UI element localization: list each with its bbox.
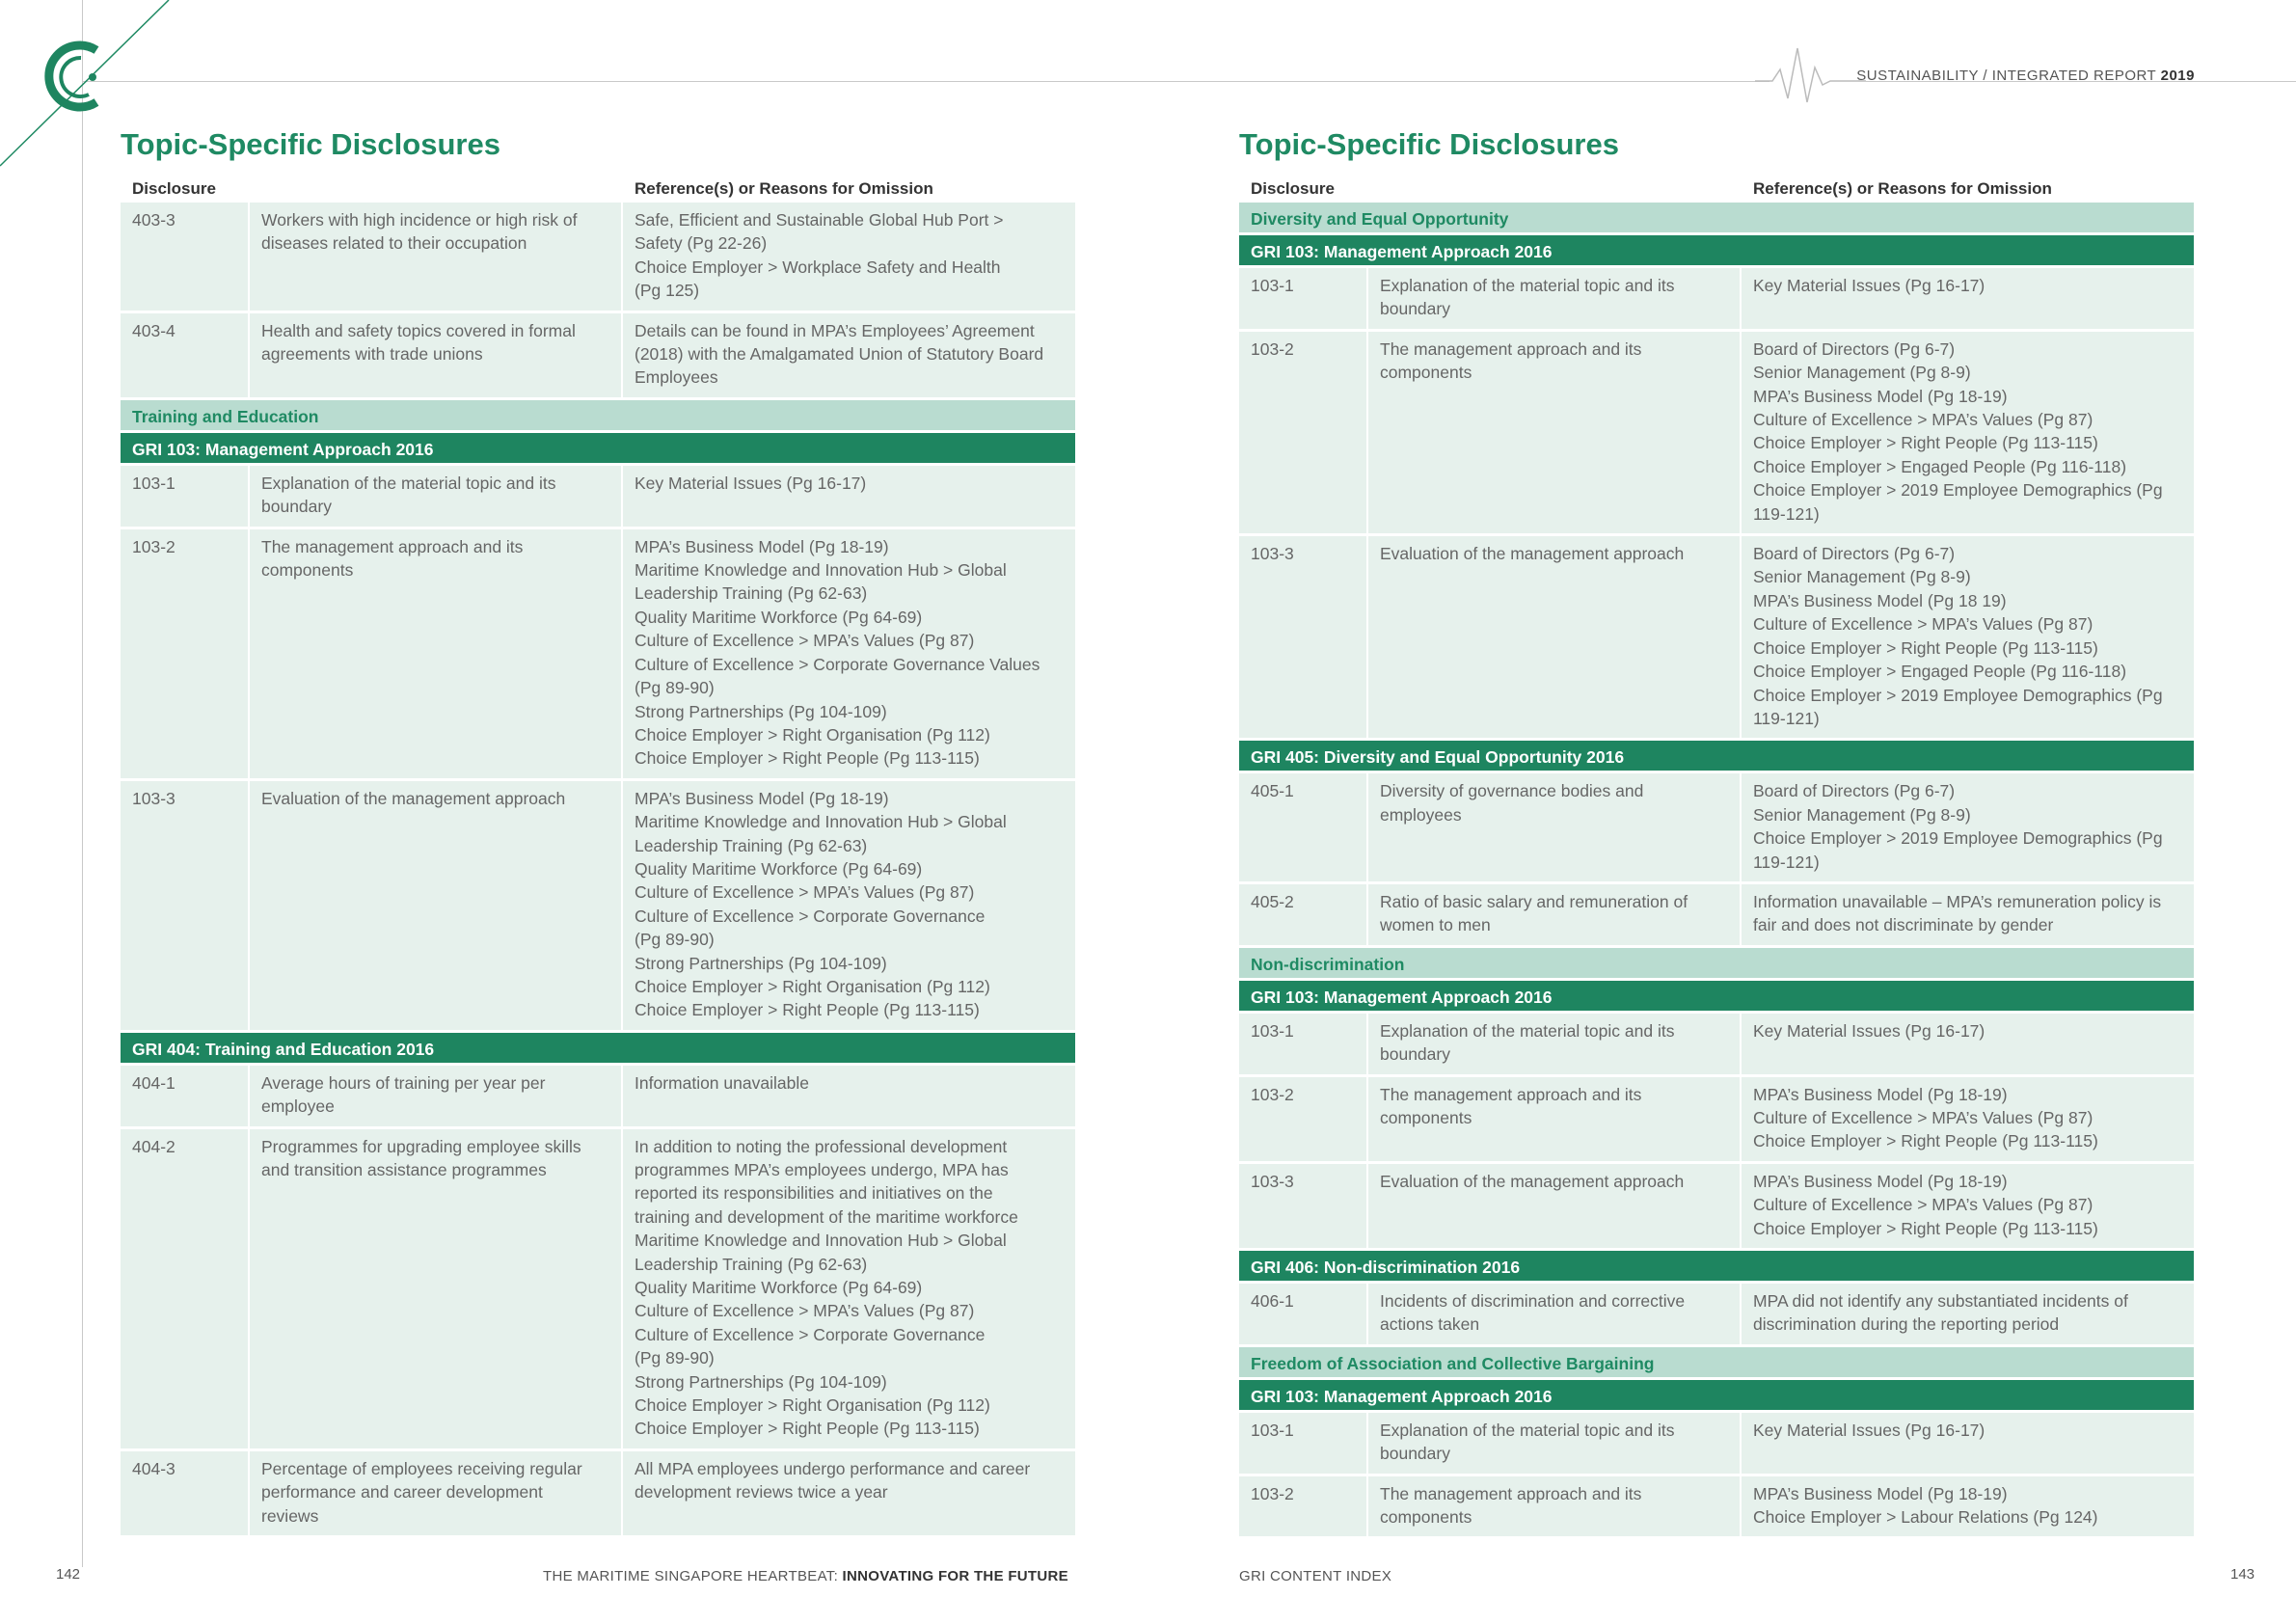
reference-line: Maritime Knowledge and Innovation Hub > Global xyxy=(635,1231,1007,1251)
reference-line: Information unavailable – MPA’s remuneration policy is xyxy=(1753,891,2162,911)
reference-line: Choice Employer > Right People (Pg 113-115) xyxy=(635,1419,980,1439)
description-line: agreements with trade unions xyxy=(261,344,483,365)
reference-line: 119-121) xyxy=(1753,503,1820,524)
reference-line: MPA’s Business Model (Pg 18-19) xyxy=(1753,386,2008,406)
reference-line: Board of Directors (Pg 6-7) xyxy=(1753,338,1956,359)
header-rule xyxy=(82,81,1769,82)
reference-line: Leadership Training (Pg 62-63) xyxy=(635,1254,868,1274)
disclosure-number: 103-3 xyxy=(121,781,250,1030)
reference-line: Quality Maritime Workforce (Pg 64-69) xyxy=(635,858,923,879)
disclosure-number: 404-2 xyxy=(121,1129,250,1448)
footer-bold-text: INNOVATING FOR THE FUTURE xyxy=(842,1568,1068,1584)
table-row xyxy=(121,781,1075,1033)
reference-line: Culture of Excellence > MPA’s Values (Pg 87) xyxy=(1753,1107,2093,1127)
description-line: The management approach and its xyxy=(261,536,524,556)
reference-line: Information unavailable xyxy=(635,1072,809,1093)
table-row xyxy=(121,1066,1075,1129)
disclosure-number: 406-1 xyxy=(1239,1284,1368,1344)
report-title: SUSTAINABILITY / INTEGRATED REPORT xyxy=(1856,68,2156,84)
table-row xyxy=(1239,1284,2194,1347)
table-row xyxy=(1239,332,2194,536)
reference-line: MPA’s Business Model (Pg 18-19) xyxy=(1753,1171,2008,1191)
reference-line: Key Material Issues (Pg 16-17) xyxy=(1753,1420,1985,1440)
standard-header: GRI 103: Management Approach 2016 xyxy=(1239,235,2194,268)
table-row xyxy=(1239,884,2194,948)
disclosure-number: 103-2 xyxy=(1239,1077,1368,1161)
description-line: employee xyxy=(261,1096,335,1117)
reference-line: Choice Employer > Right People (Pg 113-115) xyxy=(635,748,980,769)
reference-cell xyxy=(1742,268,2194,329)
reference-line: Safe, Efficient and Sustainable Global Hub Port > xyxy=(635,210,1004,230)
reference-line: Choice Employer > Labour Relations (Pg 124) xyxy=(1753,1507,2098,1528)
reference-line: Key Material Issues (Pg 16-17) xyxy=(635,473,867,493)
reference-line: Choice Employer > Engaged People (Pg 116-118) xyxy=(1753,662,2127,682)
table-row xyxy=(1239,268,2194,332)
reference-line: Choice Employer > Right People (Pg 113-115) xyxy=(1753,1131,2098,1151)
table-row xyxy=(1239,536,2194,741)
reference-line: Strong Partnerships (Pg 104-109) xyxy=(635,1371,887,1392)
table-row xyxy=(121,313,1075,400)
heartbeat-pulse-icon xyxy=(1755,41,1866,108)
description-line: components xyxy=(1380,1107,1472,1127)
disclosure-description xyxy=(250,203,623,311)
description-line: Evaluation of the management approach xyxy=(261,788,566,808)
reference-line: Choice Employer > Right People (Pg 113-115) xyxy=(1753,433,2098,453)
disclosure-description xyxy=(1368,884,1742,945)
standard-header: GRI 406: Non-discrimination 2016 xyxy=(1239,1251,2194,1284)
column-header-disclosure: Disclosure xyxy=(132,179,216,198)
description-line: Explanation of the material topic and its xyxy=(1380,276,1675,295)
reference-line: MPA’s Business Model (Pg 18 19) xyxy=(1753,590,2007,610)
table-row xyxy=(121,529,1075,781)
page-number-right: 143 xyxy=(2230,1566,2255,1583)
topic-header: Freedom of Association and Collective Bargaining xyxy=(1239,1347,2194,1380)
reference-line: Choice Employer > 2019 Employee Demographics (Pg xyxy=(1753,828,2163,849)
reference-line: Choice Employer > Workplace Safety and Health xyxy=(635,257,1001,277)
reference-line: Choice Employer > Right Organisation (Pg 112) xyxy=(635,1395,990,1416)
topic-header: Training and Education xyxy=(121,400,1075,433)
description-line: performance and career development xyxy=(261,1482,543,1502)
description-line: reviews xyxy=(261,1505,319,1526)
description-line: Diversity of governance bodies and xyxy=(1380,781,1644,801)
reference-line: MPA’s Business Model (Pg 18-19) xyxy=(1753,1084,2008,1104)
standard-header: GRI 404: Training and Education 2016 xyxy=(121,1033,1075,1066)
reference-line: Culture of Excellence > MPA’s Values (Pg 87) xyxy=(1753,1195,2093,1215)
table-row xyxy=(1239,773,2194,884)
disclosure-description xyxy=(1368,1413,1742,1474)
disclosure-description xyxy=(250,1129,623,1448)
reference-line: 119-121) xyxy=(1753,852,1820,872)
description-line: components xyxy=(1380,363,1472,383)
disclosure-description xyxy=(250,466,623,527)
reference-line: MPA’s Business Model (Pg 18-19) xyxy=(635,536,889,556)
disclosure-description xyxy=(1368,536,1742,738)
reference-line: Choice Employer > Right People (Pg 113-115) xyxy=(1753,637,2098,658)
running-head xyxy=(1856,68,2195,84)
reference-line: Choice Employer > Right People (Pg 113-115) xyxy=(635,1000,980,1020)
footer-left xyxy=(543,1568,1068,1584)
description-line: The management approach and its xyxy=(1380,338,1642,359)
disclosure-number: 103-2 xyxy=(1239,332,1368,533)
disclosure-number: 405-2 xyxy=(1239,884,1368,945)
reference-line: Quality Maritime Workforce (Pg 64-69) xyxy=(635,607,923,627)
reference-line: programmes MPA’s employees undergo, MPA has xyxy=(635,1160,1009,1179)
reference-cell xyxy=(623,1066,1075,1126)
reference-line: Choice Employer > Engaged People (Pg 116-118) xyxy=(1753,456,2127,476)
reference-cell xyxy=(1742,536,2194,738)
report-year: 2019 xyxy=(2160,68,2195,84)
disclosure-number: 103-3 xyxy=(1239,536,1368,738)
disclosure-number: 103-2 xyxy=(121,529,250,778)
reference-line: Culture of Excellence > MPA’s Values (Pg 87) xyxy=(635,1301,975,1321)
reference-cell xyxy=(1742,1476,2194,1537)
reference-line: Choice Employer > Right Organisation (Pg 112) xyxy=(635,724,990,744)
description-line: Explanation of the material topic and its xyxy=(1380,1420,1675,1440)
description-line: The management approach and its xyxy=(1380,1483,1642,1503)
description-line: and transition assistance programmes xyxy=(261,1160,547,1179)
disclosure-description xyxy=(1368,773,1742,881)
description-line: Incidents of discrimination and corrective xyxy=(1380,1291,1686,1311)
reference-line: reported its responsibilities and initiatives on the xyxy=(635,1183,993,1204)
disclosure-description xyxy=(1368,1077,1742,1161)
left-page xyxy=(121,125,1075,1538)
reference-cell xyxy=(1742,332,2194,533)
reference-cell xyxy=(623,1129,1075,1448)
description-line: components xyxy=(261,560,354,581)
disclosure-description xyxy=(1368,268,1742,329)
disclosure-number: 403-4 xyxy=(121,313,250,397)
page-number-left: 142 xyxy=(56,1566,81,1583)
description-line: The management approach and its xyxy=(1380,1084,1642,1104)
disclosure-number: 405-1 xyxy=(1239,773,1368,881)
reference-line: (2018) with the Amalgamated Union of Statutory Board xyxy=(635,344,1044,365)
reference-line: (Pg 89-90) xyxy=(635,678,715,698)
reference-line: Culture of Excellence > MPA’s Values (Pg 87) xyxy=(635,631,975,651)
right-page xyxy=(1239,125,2194,1539)
reference-cell xyxy=(1742,1077,2194,1161)
reference-line: discrimination during the reporting period xyxy=(1753,1314,2060,1335)
reference-line: All MPA employees undergo performance and career xyxy=(635,1458,1031,1478)
disclosure-description xyxy=(250,781,623,1030)
table-row xyxy=(1239,1413,2194,1476)
topic-header: Diversity and Equal Opportunity xyxy=(1239,203,2194,235)
reference-line: Choice Employer > 2019 Employee Demographics (Pg xyxy=(1753,685,2163,705)
reference-line: 119-121) xyxy=(1753,708,1820,728)
reference-line: Culture of Excellence > MPA’s Values (Pg 87) xyxy=(1753,614,2093,635)
disclosure-table xyxy=(1239,203,2194,1539)
reference-cell xyxy=(1742,1284,2194,1344)
reference-line: Culture of Excellence > Corporate Governance xyxy=(635,906,986,926)
disclosure-number: 103-1 xyxy=(1239,1413,1368,1474)
description-line: boundary xyxy=(1380,1044,1450,1065)
description-line: boundary xyxy=(1380,1444,1450,1464)
reference-cell xyxy=(623,529,1075,778)
disclosure-description xyxy=(250,1451,623,1535)
reference-line: (Pg 125) xyxy=(635,281,700,301)
standard-header: GRI 103: Management Approach 2016 xyxy=(121,433,1075,466)
reference-cell xyxy=(1742,773,2194,881)
reference-cell xyxy=(1742,1413,2194,1474)
reference-line: Safety (Pg 22-26) xyxy=(635,233,768,254)
reference-line: Choice Employer > Right Organisation (Pg 112) xyxy=(635,976,990,996)
description-line: Percentage of employees receiving regular xyxy=(261,1458,582,1478)
reference-line: MPA did not identify any substantiated incidents of xyxy=(1753,1291,2128,1311)
description-line: Explanation of the material topic and its xyxy=(261,473,556,493)
description-line: Ratio of basic salary and remuneration of xyxy=(1380,891,1688,911)
disclosure-description xyxy=(1368,1164,1742,1248)
reference-cell xyxy=(1742,884,2194,945)
reference-line: Board of Directors (Pg 6-7) xyxy=(1753,544,1956,564)
column-header-reference: Reference(s) or Reasons for Omission xyxy=(1753,179,2052,198)
reference-line: Strong Partnerships (Pg 104-109) xyxy=(635,953,887,973)
margin-line-vertical xyxy=(82,0,83,1567)
reference-line: Leadership Training (Pg 62-63) xyxy=(635,583,868,604)
description-line: Explanation of the material topic and its xyxy=(1380,1020,1675,1041)
table-row xyxy=(121,203,1075,313)
reference-line: training and development of the maritime workforce xyxy=(635,1206,1018,1227)
table-row xyxy=(121,466,1075,529)
disclosure-table xyxy=(121,203,1075,1538)
description-line: actions taken xyxy=(1380,1314,1480,1335)
table-row xyxy=(1239,1164,2194,1251)
disclosure-description xyxy=(250,529,623,778)
disclosure-description xyxy=(250,1066,623,1126)
page-title: Topic-Specific Disclosures xyxy=(1239,127,1619,161)
table-row xyxy=(121,1129,1075,1451)
reference-line: Strong Partnerships (Pg 104-109) xyxy=(635,701,887,721)
table-row xyxy=(1239,1014,2194,1077)
reference-line: Board of Directors (Pg 6-7) xyxy=(1753,781,1956,801)
disclosure-number: 103-1 xyxy=(1239,1014,1368,1074)
description-line: boundary xyxy=(261,497,332,517)
reference-line: development reviews twice a year xyxy=(635,1482,888,1502)
description-line: women to men xyxy=(1380,915,1491,935)
description-line: components xyxy=(1380,1507,1472,1528)
reference-cell xyxy=(623,466,1075,527)
reference-line: MPA’s Business Model (Pg 18-19) xyxy=(1753,1483,2008,1503)
disclosure-number: 103-2 xyxy=(1239,1476,1368,1537)
reference-line: Quality Maritime Workforce (Pg 64-69) xyxy=(635,1278,923,1298)
reference-cell xyxy=(623,313,1075,397)
column-headers xyxy=(1239,176,2194,203)
reference-line: Culture of Excellence > Corporate Governance xyxy=(635,1324,986,1344)
reference-line: Key Material Issues (Pg 16-17) xyxy=(1753,276,1985,295)
reference-line: Details can be found in MPA’s Employees’ Agreement xyxy=(635,320,1035,340)
disclosure-description xyxy=(1368,1014,1742,1074)
description-line: Average hours of training per year per xyxy=(261,1072,546,1093)
standard-header: GRI 103: Management Approach 2016 xyxy=(1239,1380,2194,1413)
table-row xyxy=(121,1451,1075,1538)
reference-line: Culture of Excellence > MPA’s Values (Pg 87) xyxy=(635,882,975,903)
description-line: boundary xyxy=(1380,299,1450,319)
column-header-disclosure: Disclosure xyxy=(1251,179,1335,198)
reference-line: Maritime Knowledge and Innovation Hub > Global xyxy=(635,812,1007,832)
description-line: diseases related to their occupation xyxy=(261,233,527,254)
page-title: Topic-Specific Disclosures xyxy=(121,127,500,161)
reference-line: fair and does not discriminate by gender xyxy=(1753,915,2054,935)
reference-line: MPA’s Business Model (Pg 18-19) xyxy=(635,788,889,808)
disclosure-number: 103-1 xyxy=(1239,268,1368,329)
reference-line: (Pg 89-90) xyxy=(635,1348,715,1368)
standard-header: GRI 405: Diversity and Equal Opportunity 2016 xyxy=(1239,741,2194,773)
disclosure-number: 103-3 xyxy=(1239,1164,1368,1248)
reference-line: (Pg 89-90) xyxy=(635,930,715,950)
description-line: Workers with high incidence or high risk of xyxy=(261,210,578,230)
disclosure-description xyxy=(1368,1476,1742,1537)
disclosure-description xyxy=(1368,332,1742,533)
reference-line: In addition to noting the professional development xyxy=(635,1136,1008,1156)
disclosure-description xyxy=(250,313,623,397)
reference-line: Choice Employer > Right People (Pg 113-115) xyxy=(1753,1218,2098,1238)
description-line: Health and safety topics covered in formal xyxy=(261,320,576,340)
reference-line: Leadership Training (Pg 62-63) xyxy=(635,835,868,855)
reference-cell xyxy=(623,203,1075,311)
reference-line: Senior Management (Pg 8-9) xyxy=(1753,567,1971,587)
table-row xyxy=(1239,1476,2194,1540)
reference-line: Senior Management (Pg 8-9) xyxy=(1753,804,1971,825)
reference-line: Key Material Issues (Pg 16-17) xyxy=(1753,1020,1985,1041)
description-line: Evaluation of the management approach xyxy=(1380,1171,1685,1191)
disclosure-number: 403-3 xyxy=(121,203,250,311)
reference-line: Culture of Excellence > Corporate Governance Values xyxy=(635,654,1040,674)
reference-line: Choice Employer > 2019 Employee Demographics (Pg xyxy=(1753,480,2163,501)
reference-cell xyxy=(1742,1014,2194,1074)
disclosure-number: 404-1 xyxy=(121,1066,250,1126)
disclosure-number: 404-3 xyxy=(121,1451,250,1535)
description-line: Evaluation of the management approach xyxy=(1380,544,1685,564)
reference-cell xyxy=(623,781,1075,1030)
reference-cell xyxy=(623,1451,1075,1535)
disclosure-number: 103-1 xyxy=(121,466,250,527)
description-line: Programmes for upgrading employee skills xyxy=(261,1136,581,1156)
standard-header: GRI 103: Management Approach 2016 xyxy=(1239,981,2194,1014)
footer-text: THE MARITIME SINGAPORE HEARTBEAT: xyxy=(543,1568,843,1584)
reference-line: Employees xyxy=(635,367,718,388)
reference-line: Culture of Excellence > MPA’s Values (Pg 87) xyxy=(1753,410,2093,430)
reference-line: Senior Management (Pg 8-9) xyxy=(1753,363,1971,383)
reference-line: Maritime Knowledge and Innovation Hub > Global xyxy=(635,560,1007,581)
footer-right: GRI CONTENT INDEX xyxy=(1239,1568,1392,1584)
table-row xyxy=(1239,1077,2194,1164)
column-header-reference: Reference(s) or Reasons for Omission xyxy=(635,179,933,198)
topic-header: Non-discrimination xyxy=(1239,948,2194,981)
disclosure-description xyxy=(1368,1284,1742,1344)
description-line: employees xyxy=(1380,804,1462,825)
column-headers xyxy=(121,176,1075,203)
reference-cell xyxy=(1742,1164,2194,1248)
